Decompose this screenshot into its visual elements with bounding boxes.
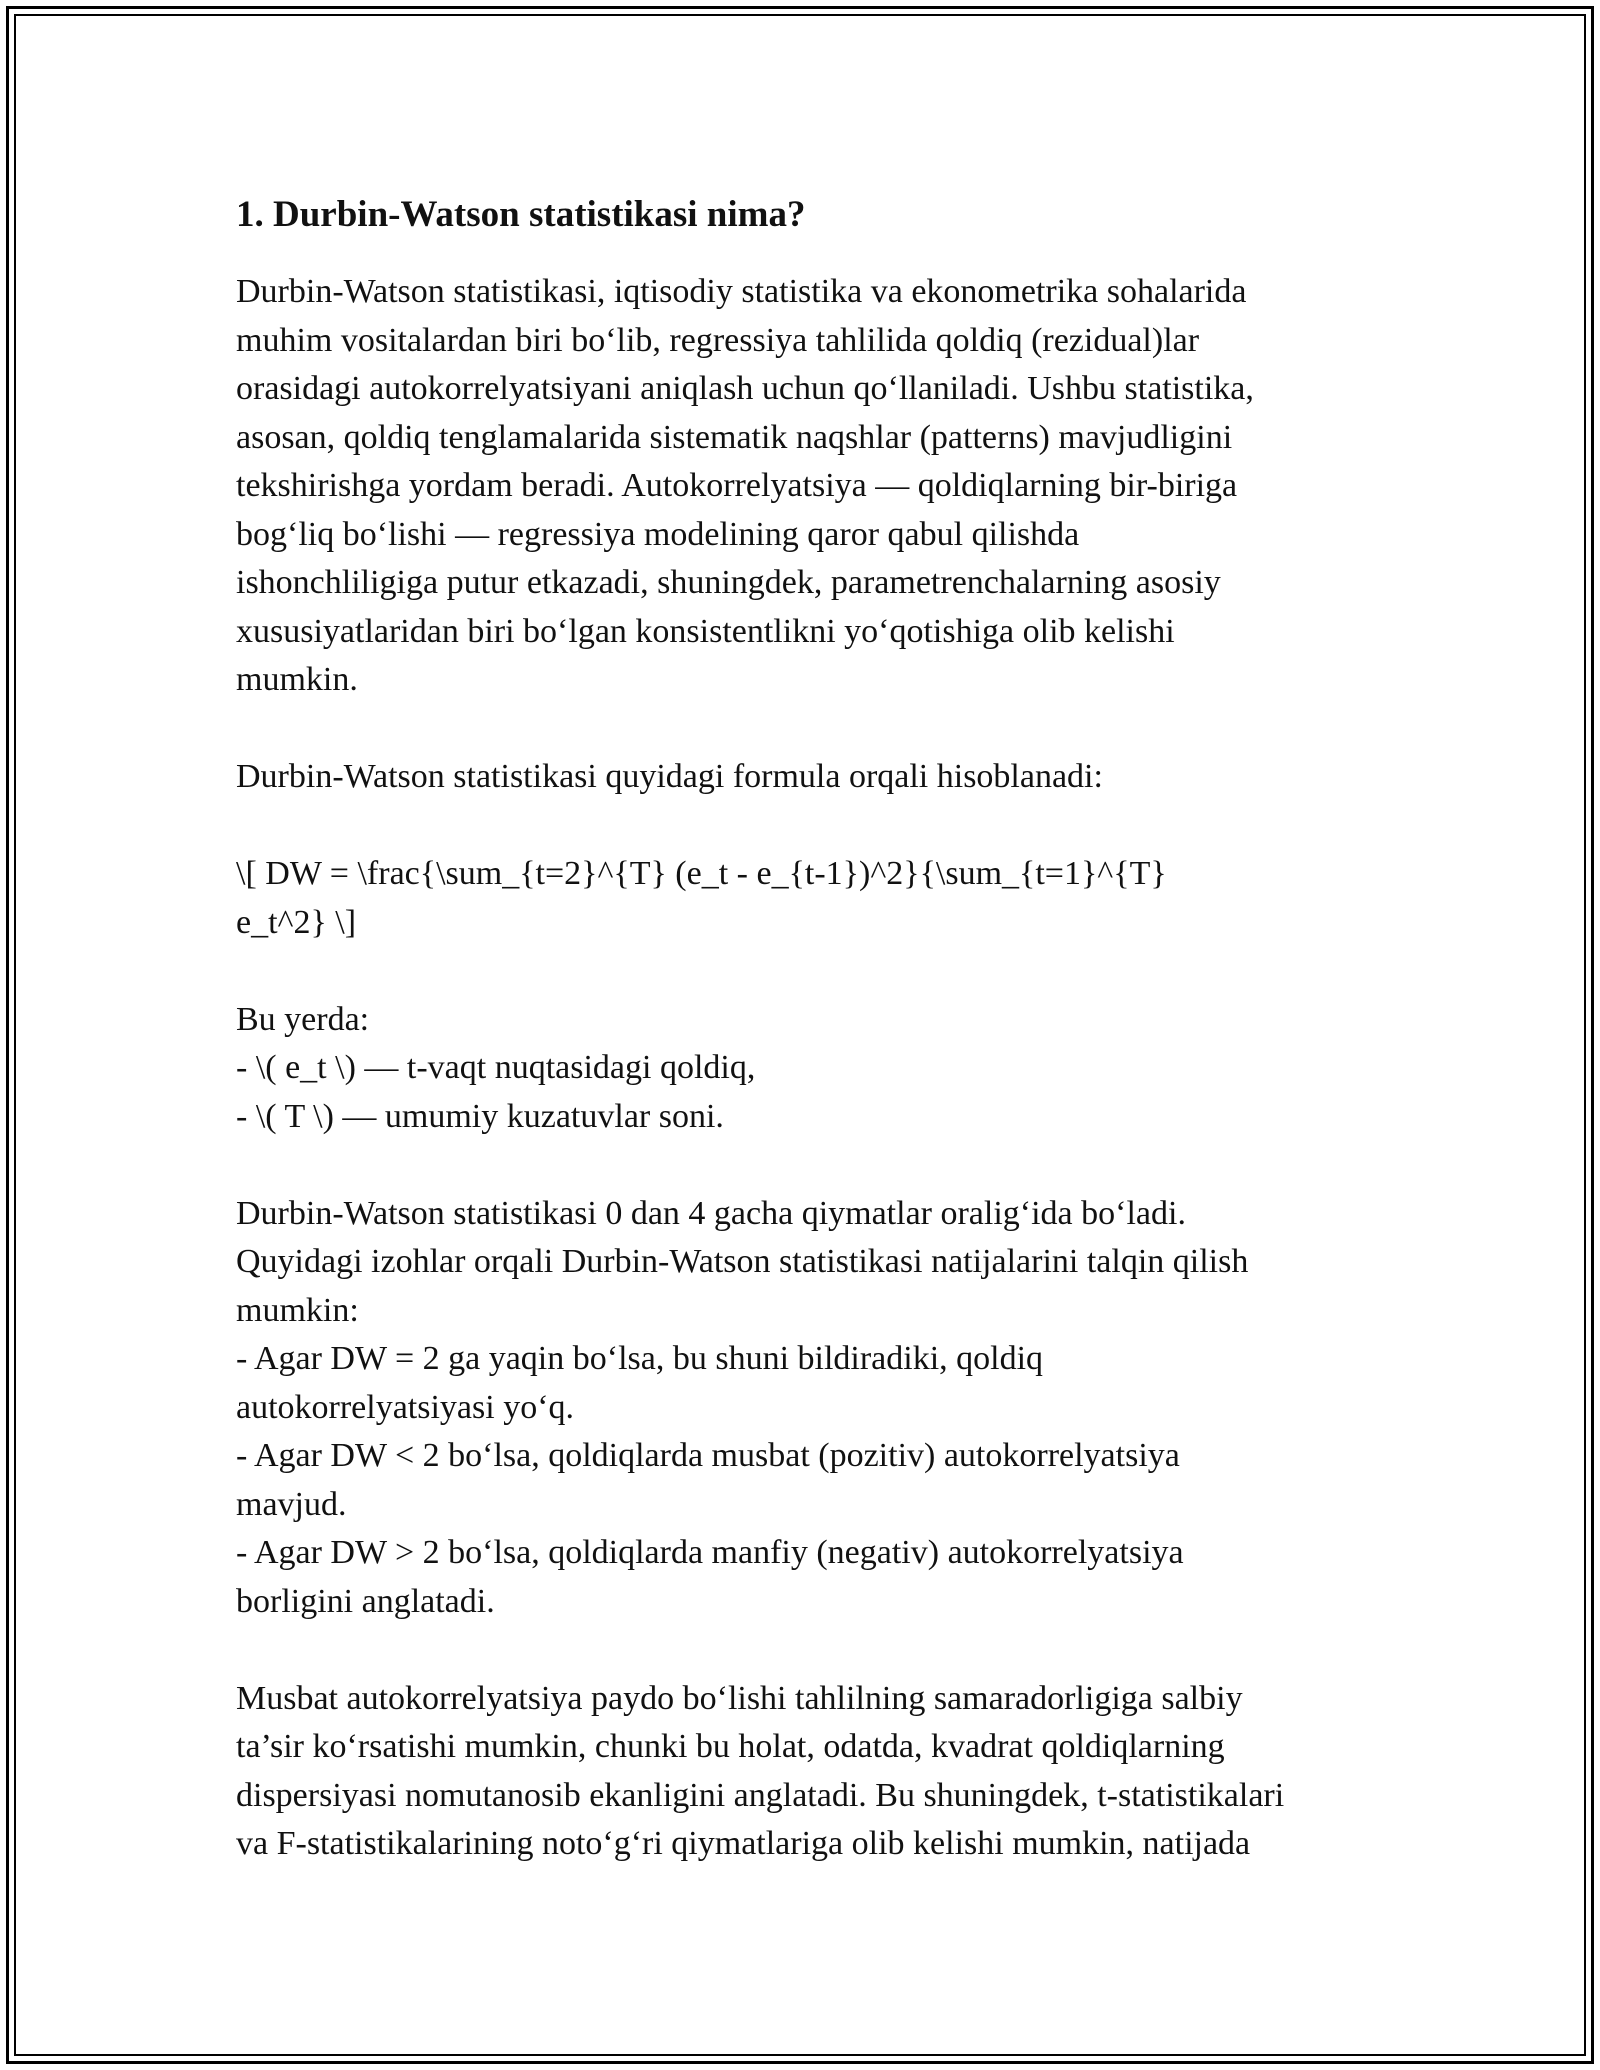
formula-line: \[ DW = \frac{\sum_{t=2}^{T} (e_t - e_{t-1})^2}{\sum_{t=1}^{T} (236, 855, 1167, 892)
formula-intro (236, 753, 1376, 802)
section-heading: 1. Durbin-Watson statistikasi nima? (236, 194, 806, 235)
list-item: - \( T \) — umumiy kuzatuvlar soni. (236, 1097, 724, 1135)
text-line: ta’sir ko‘rsatishi mumkin, chunki bu holat, odatda, kvadrat qoldiqlarning (236, 1728, 1225, 1765)
text-line: Bu yerda: (236, 1000, 370, 1038)
text-line: Durbin-Watson statistikasi, iqtisodiy statistika va ekonometrika sohalarida (236, 273, 1247, 310)
text-line: ishonchliligiga putur etkazadi, shuningdek, parametrenchalarning asosiy (236, 564, 1221, 601)
text-line: orasidagi autokorrelyatsiyani aniqlash uchun qo‘llaniladi. Ushbu statistika, (236, 370, 1254, 407)
text-line: dispersiyasi nomutanosib ekanligini anglatadi. Bu shuningdek, t-statistikalari (236, 1776, 1285, 1814)
formula-block (236, 850, 1376, 947)
text-line: mavjud. (236, 1485, 347, 1523)
list-item: - Agar DW = 2 ga yaqin bo‘lsa, bu shuni bildiradiki, qoldiq (236, 1340, 1044, 1377)
formula-line: e_t^2} \] (236, 903, 357, 941)
paragraph-gap (236, 1141, 1376, 1190)
list-item: - \( e_t \) — t-vaqt nuqtasidagi qoldiq, (236, 1049, 756, 1086)
text-line: autokorrelyatsiyasi yo‘q. (236, 1388, 575, 1426)
text-line: muhim vositalardan biri bo‘lib, regressiya tahlilida qoldiq (rezidual)lar (236, 321, 1200, 359)
paragraph-gap (236, 802, 1376, 851)
text-line: tekshirishga yordam beradi. Autokorrelyatsiya — qoldiqlarning bir-biriga (236, 467, 1238, 504)
text-line: borligini anglatadi. (236, 1582, 495, 1620)
closing-paragraph (236, 1675, 1376, 1869)
document-body (236, 186, 1376, 1869)
text-line: Durbin-Watson statistikasi 0 dan 4 gacha qiymatlar oralig‘ida bo‘ladi. (236, 1194, 1186, 1232)
text-line: xususiyatlaridan biri bo‘lgan konsistentlikni yo‘qotishiga olib kelishi (236, 612, 1175, 650)
list-item: - Agar DW < 2 bo‘lsa, qoldiqlarda musbat (pozitiv) autokorrelyatsiya (236, 1437, 1180, 1474)
paragraph-gap (236, 705, 1376, 754)
intro-paragraph (236, 268, 1376, 705)
text-line: Musbat autokorrelyatsiya paydo bo‘lishi tahlilning samaradorligiga salbiy (236, 1679, 1243, 1717)
paragraph-gap (236, 1626, 1376, 1675)
text-line: asosan, qoldiq tenglamalarida sistematik naqshlar (patterns) mavjudligini (236, 418, 1233, 456)
text-line: Quyidagi izohlar orqali Durbin-Watson statistikasi natijalarini talqin qilish (236, 1243, 1249, 1280)
definitions-block (236, 996, 1376, 1142)
text-line: Durbin-Watson statistikasi quyidagi formula orqali hisoblanadi: (236, 758, 1103, 795)
interpretation-block (236, 1190, 1376, 1627)
text-line: mumkin: (236, 1291, 359, 1329)
text-line: bog‘liq bo‘lishi — regressiya modelining qaror qabul qilishda (236, 515, 1080, 553)
text-line: mumkin. (236, 661, 358, 698)
list-item: - Agar DW > 2 bo‘lsa, qoldiqlarda manfiy (negativ) autokorrelyatsiya (236, 1534, 1184, 1571)
text-line: va F-statistikalarining noto‘g‘ri qiymatlariga olib kelishi mumkin, natijada (236, 1825, 1251, 1862)
paragraph-gap (236, 947, 1376, 996)
